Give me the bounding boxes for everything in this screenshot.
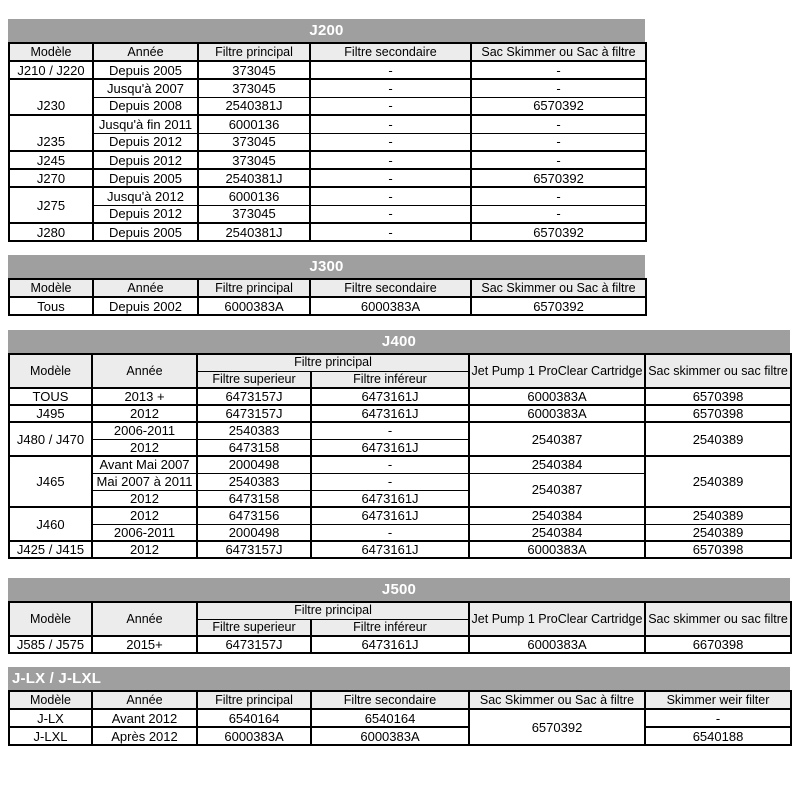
table-section-j400 [8,330,790,559]
j400-cell-r9-c3: 6473161J [311,541,469,558]
j300-cell-r0-c0: Tous [9,297,93,315]
j200-cell-r7-c2: 6000136 [198,187,310,205]
parts-table-j300 [8,278,647,316]
j400-cell-r5-c0: Mai 2007 à 2011 [92,473,197,490]
j400-cell-r0-c1: 2013 + [92,388,197,405]
j200-cell-r3-c2: 6000136 [198,115,310,133]
j400-cell-r1-c3: 6473161J [311,405,469,422]
j200-cell-r2-c3: 6570392 [471,97,646,115]
table-title-j200: J200 [8,19,645,42]
j400-cell-r2-c1: 2006-2011 [92,422,197,439]
table-title-j300: J300 [8,255,645,278]
j400-cell-r2-c5: 2540389 [645,422,791,456]
j200-cell-r8-c0: Depuis 2012 [93,205,198,223]
j200-cell-r5-c1: Depuis 2012 [93,151,198,169]
j200-cell-r2-c2: - [310,97,471,115]
j400-cell-r2-c0: J480 / J470 [9,422,92,456]
j400-cell-r4-c2: 2000498 [197,456,311,473]
jlx-header-r0-c5: Skimmer weir filter [645,691,791,709]
j400-cell-r3-c0: 2012 [92,439,197,456]
j400-header-r0-c4: Sac skimmer ou sac filtre [645,354,791,388]
table-title-j400: J400 [8,330,790,353]
table-title-j500: J500 [8,578,790,601]
j300-header-r0-c2: Filtre principal [198,279,310,297]
j200-header-r0-c0: Modèle [9,43,93,61]
j500-cell-r0-c3: 6473161J [311,636,469,653]
j200-cell-r3-c3: - [310,115,471,133]
j400-cell-r4-c3: - [311,456,469,473]
j200-cell-r3-c4: - [471,115,646,133]
j400-cell-r4-c0: J465 [9,456,92,507]
j200-cell-r5-c3: - [310,151,471,169]
j400-cell-r1-c0: J495 [9,405,92,422]
j200-cell-r4-c0: Depuis 2012 [93,133,198,151]
j400-cell-r4-c5: 2540389 [645,456,791,507]
table-section-jlx [8,667,790,746]
j400-cell-r6-c2: 6473161J [311,490,469,507]
j400-cell-r6-c0: 2012 [92,490,197,507]
j400-cell-r8-c4: 2540389 [645,524,791,541]
j200-header-r0-c2: Filtre principal [198,43,310,61]
table-title-jlx: J-LX / J-LXL [8,667,790,690]
j500-header-r0-c4: Sac skimmer ou sac filtre [645,602,791,636]
parts-table-j500 [8,601,792,654]
j400-cell-r2-c2: 2540383 [197,422,311,439]
j400-header-r0-c3: Jet Pump 1 ProClear Cartridge [469,354,645,388]
parts-table-j200 [8,42,647,242]
j400-cell-r7-c4: 2540384 [469,507,645,524]
j200-header-r0-c3: Filtre secondaire [310,43,471,61]
j200-cell-r7-c4: - [471,187,646,205]
j400-cell-r3-c2: 6473161J [311,439,469,456]
j500-cell-r0-c4: 6000383A [469,636,645,653]
j400-cell-r9-c4: 6000383A [469,541,645,558]
j500-cell-r0-c0: J585 / J575 [9,636,92,653]
j200-cell-r9-c0: J280 [9,223,93,241]
j500-header-r0-c1: Année [92,602,197,636]
j500-header-r0-c3: Jet Pump 1 ProClear Cartridge [469,602,645,636]
j400-cell-r5-c1: 2540383 [197,473,311,490]
jlx-cell-r1-c4: 6540188 [645,727,791,745]
j400-cell-r0-c0: TOUS [9,388,92,405]
j200-cell-r5-c0: J245 [9,151,93,169]
j400-cell-r5-c3: 2540387 [469,473,645,507]
j400-cell-r0-c4: 6000383A [469,388,645,405]
j500-cell-r0-c2: 6473157J [197,636,311,653]
j400-cell-r0-c3: 6473161J [311,388,469,405]
j500-header-r1-c1: Filtre inféreur [311,619,469,636]
j400-cell-r1-c4: 6000383A [469,405,645,422]
j400-header-r1-c1: Filtre inféreur [311,371,469,388]
j200-cell-r0-c0: J210 / J220 [9,61,93,79]
j200-cell-r9-c4: 6570392 [471,223,646,241]
j400-cell-r7-c5: 2540389 [645,507,791,524]
j400-cell-r8-c3: 2540384 [469,524,645,541]
j200-cell-r4-c1: 373045 [198,133,310,151]
j200-cell-r1-c4: - [471,79,646,97]
j200-cell-r8-c1: 373045 [198,205,310,223]
j400-cell-r7-c2: 6473156 [197,507,311,524]
j300-header-r0-c0: Modèle [9,279,93,297]
j200-cell-r6-c0: J270 [9,169,93,187]
j200-cell-r1-c0: J230 [9,79,93,115]
jlx-header-r0-c1: Année [92,691,197,709]
j200-cell-r3-c0: J235 [9,115,93,151]
jlx-cell-r0-c5: - [645,709,791,727]
jlx-header-r0-c2: Filtre principal [197,691,311,709]
j300-header-r0-c1: Année [93,279,198,297]
j500-header-r0-c0: Modèle [9,602,92,636]
j200-cell-r1-c2: 373045 [198,79,310,97]
j200-cell-r9-c2: 2540381J [198,223,310,241]
j400-cell-r9-c5: 6570398 [645,541,791,558]
jlx-cell-r0-c0: J-LX [9,709,92,727]
jlx-cell-r0-c3: 6540164 [311,709,469,727]
j200-header-r0-c4: Sac Skimmer ou Sac à filtre [471,43,646,61]
j200-cell-r0-c3: - [310,61,471,79]
j400-header-r0-c2: Filtre principal [197,354,469,371]
j200-cell-r7-c0: J275 [9,187,93,223]
j200-cell-r1-c1: Jusqu'à 2007 [93,79,198,97]
jlx-cell-r1-c2: 6000383A [197,727,311,745]
j400-cell-r2-c4: 2540387 [469,422,645,456]
j200-cell-r3-c1: Jusqu'à fin 2011 [93,115,198,133]
j400-cell-r8-c1: 2000498 [197,524,311,541]
j300-cell-r0-c1: Depuis 2002 [93,297,198,315]
j400-header-r1-c0: Filtre superieur [197,371,311,388]
parts-table-jlx [8,690,792,746]
j200-cell-r6-c4: 6570392 [471,169,646,187]
j400-cell-r1-c1: 2012 [92,405,197,422]
j200-cell-r7-c1: Jusqu'à 2012 [93,187,198,205]
j400-cell-r5-c2: - [311,473,469,490]
j400-cell-r4-c1: Avant Mai 2007 [92,456,197,473]
j500-header-r1-c0: Filtre superieur [197,619,311,636]
jlx-cell-r1-c1: Après 2012 [92,727,197,745]
j400-cell-r3-c1: 6473158 [197,439,311,456]
j200-cell-r0-c1: Depuis 2005 [93,61,198,79]
j500-cell-r0-c1: 2015+ [92,636,197,653]
jlx-cell-r0-c4: 6570392 [469,709,645,745]
j300-cell-r0-c3: 6000383A [310,297,471,315]
table-section-j300 [8,255,645,316]
j400-cell-r2-c3: - [311,422,469,439]
jlx-header-r0-c0: Modèle [9,691,92,709]
j400-cell-r9-c0: J425 / J415 [9,541,92,558]
j400-cell-r0-c2: 6473157J [197,388,311,405]
j200-cell-r6-c1: Depuis 2005 [93,169,198,187]
j400-cell-r7-c3: 6473161J [311,507,469,524]
j400-header-r0-c1: Année [92,354,197,388]
jlx-cell-r1-c3: 6000383A [311,727,469,745]
j200-cell-r7-c3: - [310,187,471,205]
j200-cell-r8-c3: - [471,205,646,223]
j200-cell-r9-c1: Depuis 2005 [93,223,198,241]
j200-cell-r9-c3: - [310,223,471,241]
j200-cell-r0-c2: 373045 [198,61,310,79]
j500-header-r0-c2: Filtre principal [197,602,469,619]
jlx-header-r0-c3: Filtre secondaire [311,691,469,709]
parts-table-j400 [8,353,792,559]
j300-cell-r0-c2: 6000383A [198,297,310,315]
j400-header-r0-c0: Modèle [9,354,92,388]
jlx-cell-r0-c1: Avant 2012 [92,709,197,727]
table-section-j500 [8,578,790,654]
j400-cell-r9-c1: 2012 [92,541,197,558]
j400-cell-r6-c1: 6473158 [197,490,311,507]
j200-cell-r5-c4: - [471,151,646,169]
j200-cell-r1-c3: - [310,79,471,97]
j400-cell-r1-c2: 6473157J [197,405,311,422]
j200-cell-r2-c1: 2540381J [198,97,310,115]
j200-cell-r2-c0: Depuis 2008 [93,97,198,115]
jlx-cell-r0-c2: 6540164 [197,709,311,727]
j400-cell-r7-c1: 2012 [92,507,197,524]
jlx-header-r0-c4: Sac Skimmer ou Sac à filtre [469,691,645,709]
j200-cell-r5-c2: 373045 [198,151,310,169]
j400-cell-r7-c0: J460 [9,507,92,541]
j400-cell-r9-c2: 6473157J [197,541,311,558]
j200-cell-r0-c4: - [471,61,646,79]
j300-header-r0-c4: Sac Skimmer ou Sac à filtre [471,279,646,297]
j400-cell-r1-c5: 6570398 [645,405,791,422]
j400-cell-r0-c5: 6570398 [645,388,791,405]
j200-cell-r4-c3: - [471,133,646,151]
j500-cell-r0-c5: 6670398 [645,636,791,653]
j400-cell-r8-c2: - [311,524,469,541]
j200-cell-r8-c2: - [310,205,471,223]
j300-header-r0-c3: Filtre secondaire [310,279,471,297]
j200-cell-r4-c2: - [310,133,471,151]
j400-cell-r8-c0: 2006-2011 [92,524,197,541]
jlx-cell-r1-c0: J-LXL [9,727,92,745]
j200-cell-r6-c2: 2540381J [198,169,310,187]
j400-cell-r4-c4: 2540384 [469,456,645,473]
j200-cell-r6-c3: - [310,169,471,187]
j300-cell-r0-c4: 6570392 [471,297,646,315]
j200-header-r0-c1: Année [93,43,198,61]
table-section-j200 [8,19,645,242]
